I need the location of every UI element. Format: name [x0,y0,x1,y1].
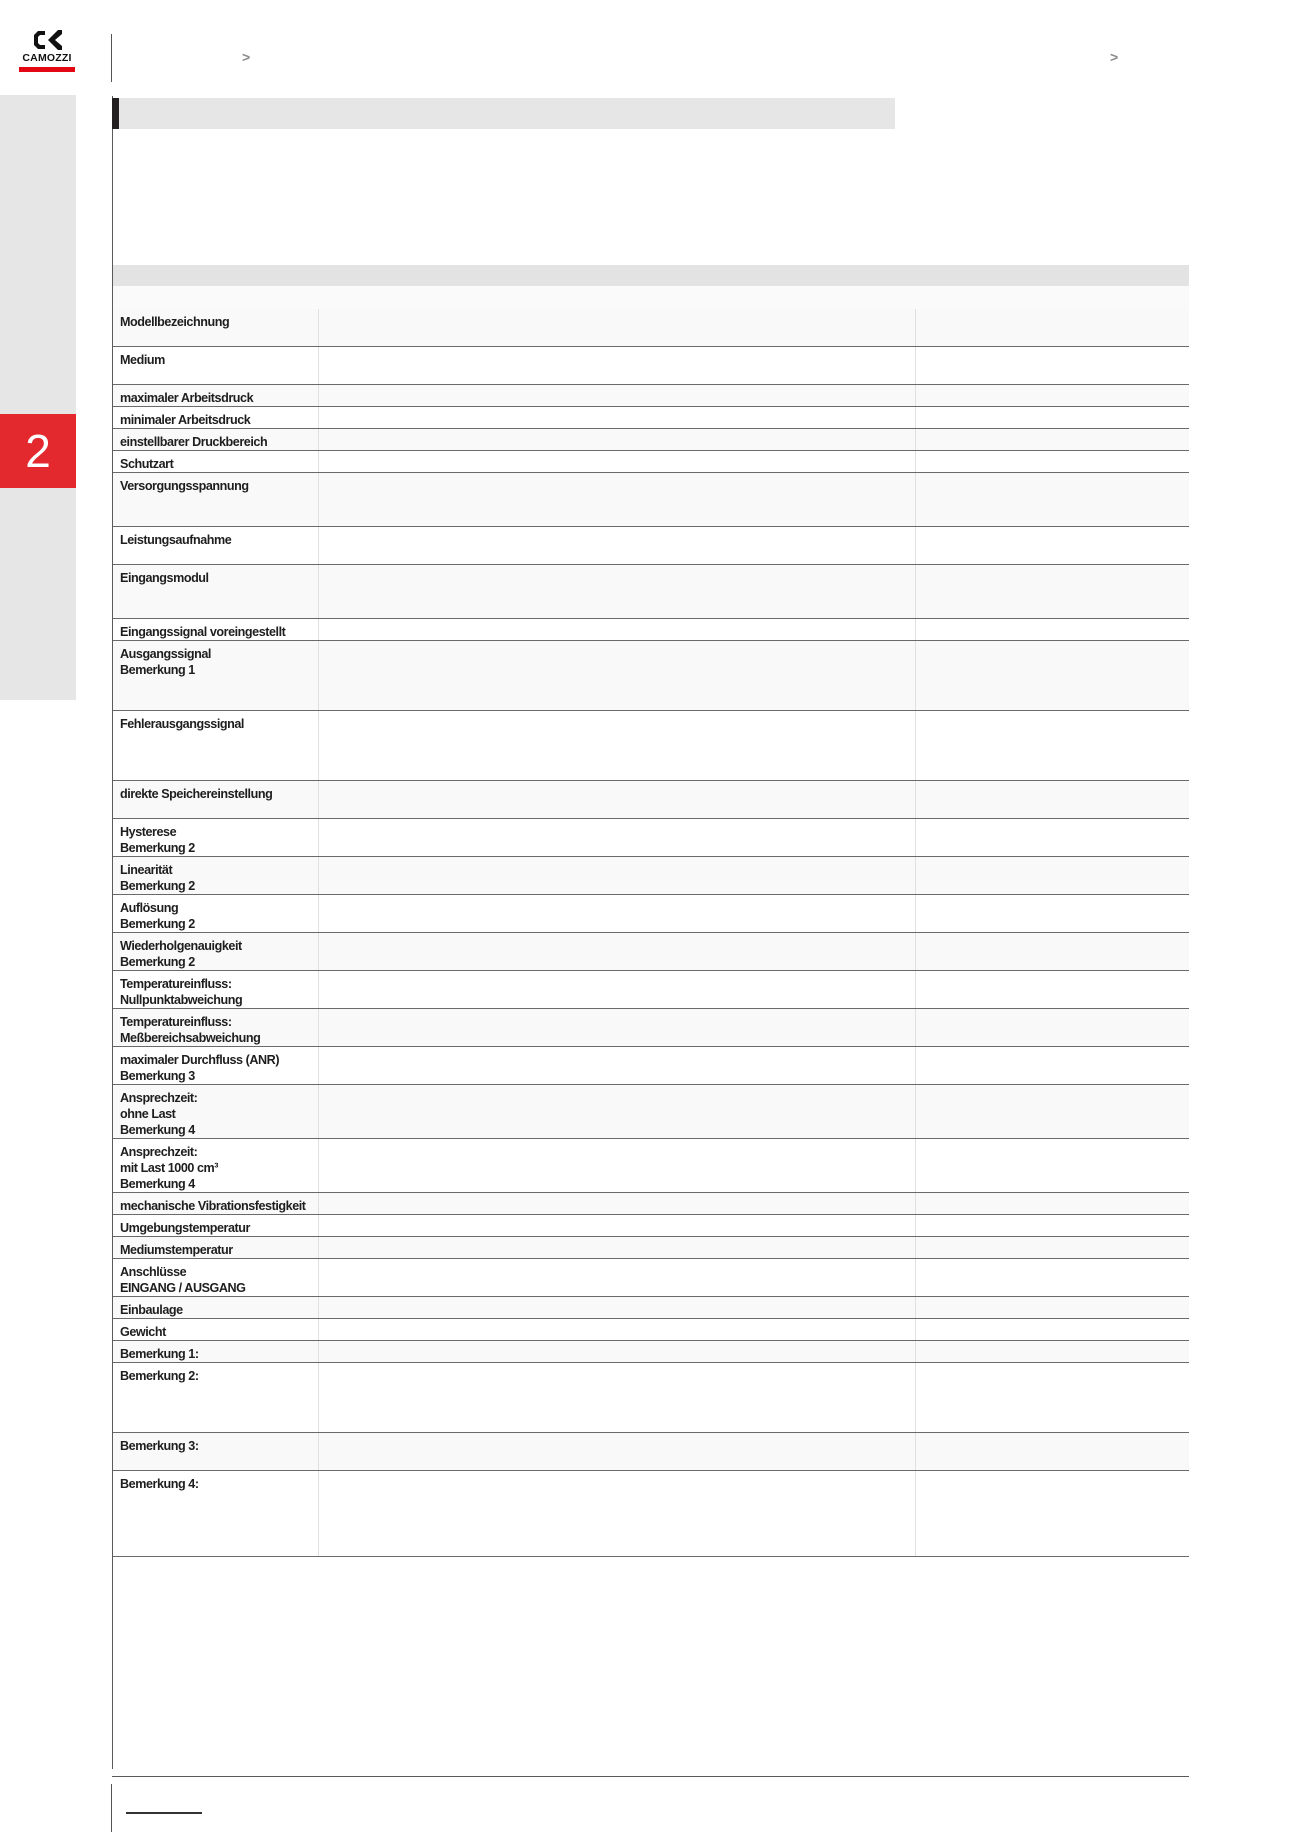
spec-row [113,1319,1189,1341]
specs-table-subheader [113,286,1189,310]
spec-row [113,1363,1189,1433]
spec-row [113,819,1189,857]
footer-underline [126,1812,202,1814]
spec-row [113,1471,1189,1557]
spec-row [113,1085,1189,1139]
spec-row [113,1259,1189,1297]
spec-row [113,933,1189,971]
spec-row [113,309,1189,347]
spec-row [113,385,1189,407]
spec-row-label: maximaler Durchfluss (ANR) Bemerkung 3 [120,1053,280,1083]
spec-row-label: Ansprechzeit: mit Last 1000 cm³ Bemerkung 4 [120,1145,219,1191]
spec-row [113,1193,1189,1215]
spec-row [113,641,1189,711]
spec-row-label: Bemerkung 4: [120,1477,199,1491]
spec-row-label: Wiederholgenauigkeit Bemerkung 2 [120,939,242,969]
spec-row-label: maximaler Arbeitsdruck [120,391,254,405]
spec-row [113,429,1189,451]
spec-row-label: Linearität Bemerkung 2 [120,863,195,893]
spec-row-label: Bemerkung 1: [120,1347,199,1361]
spec-row [113,1009,1189,1047]
spec-row-label: Eingangssignal voreingestellt [120,625,286,639]
spec-row-label: Hysterese Bemerkung 2 [120,825,195,855]
spec-row-label: mechanische Vibrationsfestigkeit [120,1199,306,1213]
spec-row-label: Modellbezeichnung [120,315,230,329]
spec-row [113,1341,1189,1363]
header-divider [111,34,112,82]
spec-row-label: Eingangsmodul [120,571,209,585]
spec-row-label: einstellbarer Druckbereich [120,435,268,449]
spec-row-label: Bemerkung 2: [120,1369,199,1383]
spec-row [113,1237,1189,1259]
spec-row-label: Umgebungstemperatur [120,1221,250,1235]
spec-row [113,347,1189,385]
spec-row-label: Versorgungsspannung [120,479,249,493]
spec-row-label: Fehlerausgangssignal [120,717,244,731]
spec-row [113,407,1189,429]
camozzi-logo-icon [32,28,62,52]
spec-row-label: minimaler Arbeitsdruck [120,413,251,427]
brand-name: CAMOZZI [22,52,72,64]
spec-row [113,711,1189,781]
spec-row [113,1047,1189,1085]
spec-row [113,857,1189,895]
spec-row-label: Bemerkung 3: [120,1439,199,1453]
breadcrumb-arrow-right: > [1110,49,1119,65]
brand-accent-bar [19,67,75,72]
spec-row [113,473,1189,527]
spec-row-label: direkte Speichereinstellung [120,787,273,801]
spec-row [113,565,1189,619]
spec-row [113,971,1189,1009]
chapter-side-panel [0,95,76,700]
section-title-accent [112,98,119,129]
spec-row-label: Auflösung Bemerkung 2 [120,901,195,931]
content-bottom-rule [112,1776,1189,1777]
spec-row [113,1215,1189,1237]
spec-row-label: Leistungsaufnahme [120,533,232,547]
spec-row-label: Ansprechzeit: ohne Last Bemerkung 4 [120,1091,198,1137]
spec-row [113,1297,1189,1319]
spec-row-label: Gewicht [120,1325,166,1339]
spec-row-label: Medium [120,353,165,367]
spec-row [113,527,1189,565]
breadcrumb-arrow-left: > [242,49,251,65]
spec-row-label: Temperatureinfluss: Meßbereichsabweichung [120,1015,261,1045]
footer-divider [111,1784,112,1832]
spec-row-label: Einbaulage [120,1303,183,1317]
spec-row-label: Temperatureinfluss: Nullpunktabweichung [120,977,243,1007]
camozzi-logo [16,28,78,76]
spec-row-label: Schutzart [120,457,174,471]
section-title-bar [112,98,895,129]
spec-row-label: Anschlüsse EINGANG / AUSGANG [120,1265,246,1295]
spec-row [113,895,1189,933]
spec-row-label: Ausgangssignal Bemerkung 1 [120,647,211,677]
spec-row [113,1139,1189,1193]
spec-row-label: Mediumstemperatur [120,1243,233,1257]
spec-row [113,619,1189,641]
spec-row [113,451,1189,473]
chapter-number-badge: 2 [0,414,76,488]
spec-row [113,781,1189,819]
specs-table [113,309,1189,1557]
spec-row [113,1433,1189,1471]
specs-table-header [113,265,1189,286]
